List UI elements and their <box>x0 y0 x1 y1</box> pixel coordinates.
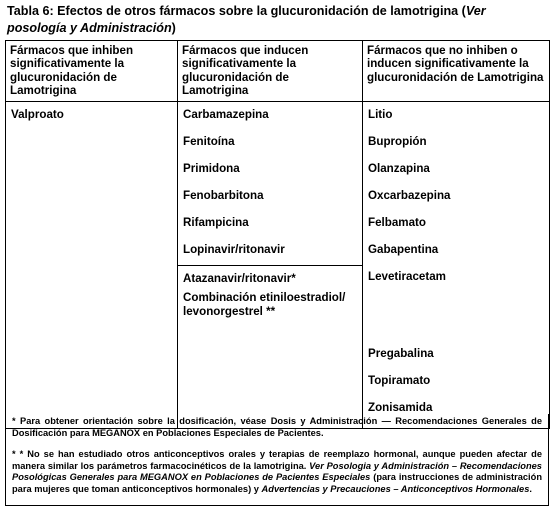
list-item: Fenobarbitona <box>183 189 264 202</box>
list-item: Combinación etiniloestradiol/ levonorgestrel ** <box>183 291 346 318</box>
inducers-subsection <box>178 265 362 319</box>
header-row <box>6 41 550 102</box>
inhibitors-list <box>11 108 173 122</box>
header-inhibitors: Fármacos que inhiben significativamente la glucuronidación de Lamotrigina <box>6 41 178 102</box>
list-item: Fenitoína <box>183 135 235 148</box>
table-title-italic: Ver posología y Administración <box>7 4 486 35</box>
drug-interaction-table <box>5 40 550 429</box>
footnote-2-ref-1: Ver Posologia y Administración – Recomendaciones Posológicas Generales para MEGANOX en Poblaciones de Pacientes Especiales <box>12 460 542 483</box>
list-item: Zonisamida <box>368 401 433 414</box>
body-row <box>6 102 550 429</box>
list-item: Gabapentina <box>368 243 439 256</box>
table-title-prefix: Tabla 6: Efectos de otros fármacos sobre la glucuronidación de lamotrigina ( <box>7 4 466 18</box>
table-title <box>7 3 547 37</box>
footnote-2-end: . <box>529 483 532 494</box>
list-item: Rifampicina <box>183 216 249 229</box>
list-item: Primidona <box>183 162 240 175</box>
footnotes <box>5 414 549 506</box>
list-item: Valproato <box>11 108 64 121</box>
non-affecting-cell <box>363 102 550 429</box>
list-item: Atazanavir/ritonavir* <box>183 272 296 285</box>
footnote-2-text: * * No se han estudiado otros anticonceptivos orales y terapias de reemplazo hormonal, aunque pueden afectar de manera similar los parámetros farmacocinéticos de la lamotrigina. <box>12 449 542 471</box>
inhibitors-cell <box>6 102 178 429</box>
list-item: Pregabalina <box>368 347 434 360</box>
footnote-2-ref-2: Advertencias y Precauciones – Anticonceptivos Hormonales <box>261 483 530 494</box>
inducers-cell <box>178 102 363 429</box>
list-item: Oxcarbazepina <box>368 189 451 202</box>
footnote-1: * Para obtener orientación sobre la dosificación, véase Dosis y Administración — Recomendaciones Generales de Dosificación para MEGANOX en Poblaciones Especiales de Pacientes. <box>12 416 542 438</box>
non-affecting-list <box>368 108 545 284</box>
list-item: Bupropión <box>368 135 427 148</box>
list-item: Levetiracetam <box>368 270 446 283</box>
header-non-affecting: Fármacos que no inhiben o inducen significativamente la glucuronidación de Lamotrigina <box>363 41 550 102</box>
table-title-suffix: ) <box>171 21 176 35</box>
footnote-2-mid: (para instrucciones de administración para mujeres que toman anticonceptivos hormonales) y <box>12 472 542 494</box>
list-item: Lopinavir/ritonavir <box>183 243 285 256</box>
inducers-list <box>183 108 358 257</box>
non-affecting-list-2 <box>368 347 545 415</box>
list-item: Carbamazepina <box>183 108 269 121</box>
list-item: Topiramato <box>368 374 431 387</box>
list-item: Olanzapina <box>368 162 430 175</box>
list-item: Litio <box>368 108 393 121</box>
footnote-2 <box>12 449 542 495</box>
list-item: Felbamato <box>368 216 426 229</box>
header-inducers: Fármacos que inducen significativamente la glucuronidación de Lamotrigina <box>178 41 363 102</box>
